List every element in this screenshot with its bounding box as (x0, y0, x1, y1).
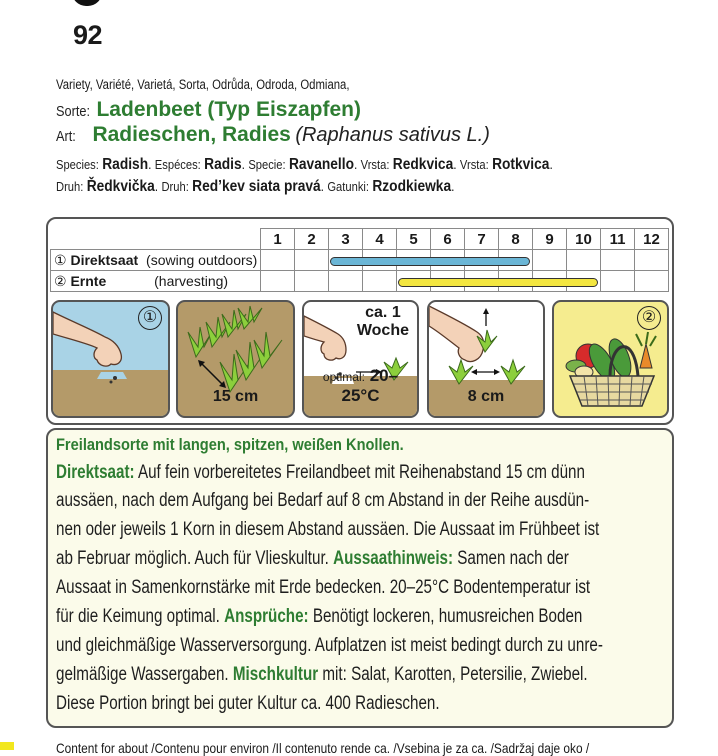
species-name: Radieschen, Radies (92, 123, 291, 146)
step-number-2: ② (54, 272, 67, 289)
temperature-caption (304, 366, 417, 406)
sorte-line (56, 98, 361, 122)
germination-time-line-1: ca. 1 (365, 304, 401, 321)
month-header: 7 (465, 229, 499, 250)
description-text: Benötigt lockeren, humusreichen Boden (308, 606, 583, 627)
description-line (56, 519, 599, 541)
section-keyword: Ansprüche: (224, 606, 309, 627)
harvest-period-bar (398, 278, 598, 287)
species-value: Rzodkiewka (372, 178, 452, 195)
panel-germination (302, 300, 419, 418)
month-header: 9 (533, 229, 567, 250)
species-value: Redkvica (392, 156, 454, 173)
month-header: 2 (295, 229, 329, 250)
panel-row-spacing (176, 300, 295, 418)
logo-fragment (72, 0, 102, 6)
panel-harvest (552, 300, 669, 418)
species-key: Gatunki: (327, 179, 369, 194)
color-marker (0, 742, 14, 750)
species-value: Rotkvica (492, 156, 550, 173)
description-text: Auf fein vorbereitetes Freilandbeet mit Reihenabstand 15 cm dünn (134, 462, 585, 483)
description-text: Aussaat in Samenkornstärke mit Erde bedecken. 20–25°C Bodentemperatur ist (56, 577, 591, 598)
species-key: Druh: (161, 179, 189, 194)
species-key: Species: (56, 157, 99, 172)
description-line (56, 635, 603, 657)
sorte-label: Sorte: (56, 103, 91, 120)
description-line (56, 462, 585, 484)
month-header: 4 (363, 229, 397, 250)
panel-sowing (51, 300, 170, 418)
variety-label-line: Variety, Variété, Varietá, Sorta, Odrůda, Odroda, Odmiana, (56, 77, 350, 92)
footer-content-note: Content for about /Contenu pour environ /Il contenuto rende ca. /Vsebina je za ca. /Sadržaj daje oko / (56, 740, 590, 756)
art-label: Art: (56, 128, 76, 145)
species-value: Radish (102, 156, 149, 173)
month-header: 8 (499, 229, 533, 250)
species-value: Radis (204, 156, 242, 173)
description-line (56, 693, 440, 715)
germination-time (357, 304, 409, 340)
art-line (56, 123, 490, 147)
description-text: aussäen, nach dem Aufgang bei Bedarf auf 8 cm Abstand in der Reihe ausdün- (56, 490, 590, 511)
step-number-1: ① (54, 251, 67, 268)
species-line-1: Species: Radish. Espéces: Radis. Specie: Ravanello. Vrsta: Redkvica. Vrsta: Rotkvica. (56, 156, 553, 173)
temperature-value: 20–25°C (341, 366, 399, 405)
description-text: und gleichmäßige Wasserversorgung. Aufplatzen ist meist bedingt durch zu unre- (56, 635, 603, 656)
row-subtitle: (harvesting) (154, 272, 229, 289)
month-header: 6 (431, 229, 465, 250)
month-header: 5 (397, 229, 431, 250)
description-line (56, 548, 569, 570)
section-keyword: Aussaathinweis: (333, 548, 454, 569)
step-badge: ① (138, 306, 162, 330)
row-name: Direktsaat (70, 251, 139, 268)
row-spacing-caption: 15 cm (212, 388, 259, 405)
calendar-header-row (51, 229, 669, 250)
calendar-corner (51, 229, 261, 250)
thinning-spacing-caption: 8 cm (467, 388, 505, 405)
description-line (56, 577, 590, 599)
species-value: Ravanello (288, 156, 354, 173)
species-key: Druh: (56, 179, 84, 194)
optimal-label: optimal: (322, 370, 365, 384)
description-headline: Freilandsorte mit langen, spitzen, weißen Knollen. (56, 435, 404, 454)
description-line (56, 664, 588, 686)
description-text: ab Februar möglich. Auch für Vlieskultur. (56, 548, 334, 569)
month-header: 3 (329, 229, 363, 250)
species-key: Specie: (248, 157, 286, 172)
description-text: mit: Salat, Karotten, Petersilie, Zwiebel. (318, 664, 588, 685)
germination-time-line-2: Woche (356, 322, 409, 339)
row-label-sowing (51, 250, 261, 271)
row-subtitle: (sowing outdoors) (146, 251, 258, 268)
description-text: Diese Portion bringt bei guter Kultur ca. 400 Radieschen. (56, 693, 440, 714)
description-text: für die Keimung optimal. (56, 606, 225, 627)
month-header: 12 (635, 229, 669, 250)
description-line (56, 490, 589, 512)
species-key: Espéces: (154, 157, 201, 172)
species-value: Red’kev siata pravá (192, 178, 321, 195)
variety-name: Ladenbeet (Typ Eiszapfen) (96, 98, 361, 121)
description-text: nen oder jeweils 1 Korn in diesem Abstand aussäen. Die Aussaat im Frühbeet ist (56, 519, 600, 540)
species-line-2: Druh: Ředkvička. Druh: Red’kev siata pravá. Gatunki: Rzodkiewka. (56, 178, 455, 195)
month-header: 10 (567, 229, 601, 250)
section-keyword: Mischkultur (232, 664, 319, 685)
row-name: Ernte (70, 272, 107, 289)
description-line (56, 606, 582, 628)
step-badge: ② (637, 306, 661, 330)
description-text: gelmäßige Wassergaben. (56, 664, 233, 685)
month-header: 1 (261, 229, 295, 250)
row-label-harvest (51, 271, 261, 292)
month-header: 11 (601, 229, 635, 250)
species-key: Vrsta: (459, 157, 489, 172)
sowing-period-bar (330, 257, 530, 266)
species-value: Ředkvička (86, 178, 155, 195)
panel-thinning (427, 300, 545, 418)
packet-number: 92 (73, 20, 103, 50)
section-keyword: Direktsaat: (56, 462, 135, 483)
latin-name: (Raphanus sativus L.) (295, 124, 490, 146)
species-key: Vrsta: (360, 157, 390, 172)
description-text: Samen nach der (453, 548, 569, 569)
